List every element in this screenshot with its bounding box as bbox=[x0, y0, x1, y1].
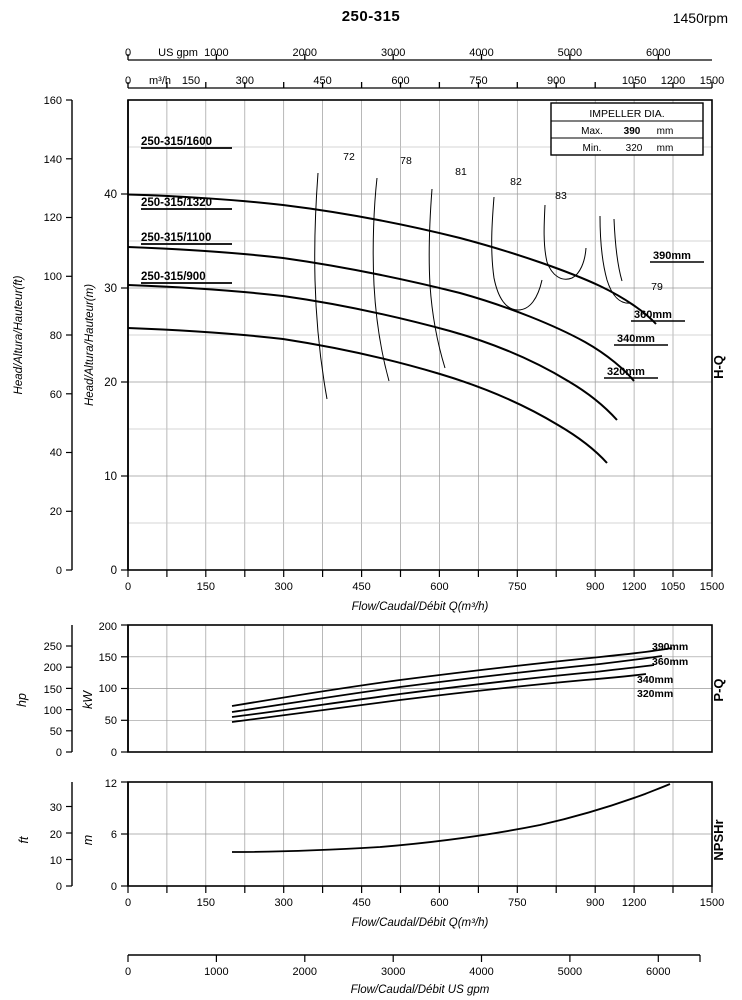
eff-label: 83 bbox=[555, 190, 567, 202]
eff-label: 78 bbox=[400, 155, 412, 167]
pq-kw-axis bbox=[81, 621, 128, 759]
iso-eff-78 bbox=[373, 178, 389, 381]
npsh-panel bbox=[17, 778, 726, 929]
m-tick: 0 bbox=[110, 565, 117, 577]
x-tick: 150 bbox=[196, 897, 215, 909]
x-tick: 600 bbox=[430, 897, 449, 909]
pq-panel bbox=[15, 621, 726, 759]
top-gpm-tick: 1000 bbox=[204, 47, 229, 59]
x-tick: 300 bbox=[274, 581, 293, 593]
ft-tick: 80 bbox=[49, 330, 62, 342]
bottom-gpm-axis bbox=[125, 955, 700, 996]
top-gpm-tick: 4000 bbox=[469, 47, 494, 59]
top-m3h-tick: 300 bbox=[235, 75, 254, 87]
kw-tick: 100 bbox=[98, 683, 117, 695]
x-tick: 900 bbox=[586, 581, 605, 593]
x-tick: 600 bbox=[430, 581, 449, 593]
hq-m-axis bbox=[84, 100, 128, 577]
impeller-max-unit: mm bbox=[656, 126, 674, 137]
iso-eff-83 bbox=[544, 205, 586, 279]
npsh-bottom-axis bbox=[125, 886, 724, 929]
impeller-callout: 340mm bbox=[617, 333, 655, 345]
hp-tick: 150 bbox=[43, 684, 62, 696]
x-tick: 1500 bbox=[699, 897, 725, 909]
gpm-tick: 6000 bbox=[646, 966, 671, 978]
bottom-gpm-axis-label: Flow/Caudal/Débit US gpm bbox=[350, 984, 490, 996]
top-m3h-tick: 900 bbox=[547, 75, 566, 87]
npsh-ft-tick: 20 bbox=[49, 829, 62, 841]
npsh-m-axis-label: m bbox=[81, 834, 95, 846]
model-labels bbox=[141, 136, 232, 283]
x-tick: 900 bbox=[586, 897, 605, 909]
x-tick: 1200 bbox=[621, 897, 647, 909]
hq-bottom-axis bbox=[125, 570, 724, 613]
x-tick: 450 bbox=[352, 897, 371, 909]
pq-kw-axis-label: kW bbox=[81, 690, 95, 710]
top-gpm-tick: 3000 bbox=[380, 47, 406, 59]
impeller-min-label: Min. bbox=[582, 143, 602, 154]
npsh-m-tick: 6 bbox=[110, 829, 117, 841]
x-tick: 1200 bbox=[621, 581, 647, 593]
hq-ft-axis-label: Head/Altura/Hauteur(ft) bbox=[13, 275, 25, 395]
hp-tick: 250 bbox=[43, 641, 62, 653]
x-tick: 1500 bbox=[699, 581, 725, 593]
head-curve-320 bbox=[128, 328, 607, 463]
gpm-tick: 2000 bbox=[292, 966, 318, 978]
npsh-ft-axis-label: ft bbox=[17, 836, 31, 844]
impeller-callout: 390mm bbox=[652, 641, 689, 653]
top-m3h-tick: 1200 bbox=[660, 75, 686, 87]
top-axis-tick-labels bbox=[125, 47, 724, 87]
pq-hp-axis-label: hp bbox=[15, 693, 29, 707]
top-m3h-tick: 0 bbox=[124, 75, 132, 87]
m-tick: 40 bbox=[104, 189, 117, 201]
hq-x-axis-label: Flow/Caudal/Débit Q(m³/h) bbox=[351, 601, 489, 613]
top-gpm-tick: 2000 bbox=[292, 47, 318, 59]
top-m3h-tick: 1500 bbox=[699, 75, 725, 87]
x-tick: 0 bbox=[124, 897, 132, 909]
power-curve-340 bbox=[232, 665, 654, 717]
page-title: 250-315 bbox=[341, 8, 401, 25]
top-m3h-tick: 450 bbox=[313, 75, 332, 87]
gpm-tick: 0 bbox=[124, 966, 132, 978]
top-gpm-unit: US gpm bbox=[158, 47, 198, 59]
npsh-m-tick: 0 bbox=[110, 881, 117, 893]
top-m3h-tick: 600 bbox=[391, 75, 410, 87]
npsh-x-axis-label: Flow/Caudal/Débit Q(m³/h) bbox=[351, 917, 489, 929]
top-m3h-tick: 1050 bbox=[621, 75, 647, 87]
iso-eff-72 bbox=[315, 173, 327, 399]
ft-tick: 160 bbox=[43, 95, 62, 107]
npsh-ft-axis bbox=[17, 782, 72, 893]
m-tick: 30 bbox=[104, 283, 117, 295]
impeller-callout: 320mm bbox=[607, 366, 645, 378]
speed-label: 1450rpm bbox=[672, 10, 728, 26]
head-curve-390 bbox=[128, 195, 656, 325]
m-tick: 20 bbox=[104, 377, 117, 389]
hq-panel-label: H-Q bbox=[711, 355, 726, 379]
ft-tick: 40 bbox=[49, 447, 62, 459]
pq-impeller-callouts bbox=[637, 641, 688, 700]
eff-label: 79 bbox=[651, 281, 663, 293]
hq-ft-axis bbox=[13, 95, 72, 577]
kw-tick: 0 bbox=[110, 747, 117, 759]
m-tick: 10 bbox=[104, 471, 117, 483]
npsh-curve bbox=[232, 784, 670, 852]
gpm-tick: 1000 bbox=[204, 966, 229, 978]
gpm-tick: 3000 bbox=[380, 966, 406, 978]
pq-grid bbox=[128, 625, 712, 752]
ft-tick: 0 bbox=[55, 565, 62, 577]
x-tick: 150 bbox=[196, 581, 215, 593]
impeller-max-label: Max. bbox=[581, 126, 603, 137]
gpm-tick: 4000 bbox=[469, 966, 494, 978]
npsh-panel-label: NPSHr bbox=[711, 819, 726, 861]
ft-tick: 120 bbox=[43, 212, 62, 224]
x-tick: 450 bbox=[352, 581, 371, 593]
top-gpm-tick: 6000 bbox=[646, 47, 671, 59]
kw-tick: 200 bbox=[98, 621, 117, 633]
impeller-callout: 320mm bbox=[637, 688, 674, 700]
npsh-grid bbox=[128, 782, 712, 886]
model-label: 250-315/900 bbox=[141, 271, 206, 283]
gpm-tick: 5000 bbox=[557, 966, 583, 978]
hp-tick: 50 bbox=[49, 726, 62, 738]
impeller-callout: 360mm bbox=[634, 309, 672, 321]
top-gpm-tick: 0 bbox=[124, 47, 132, 59]
head-curve-340 bbox=[128, 285, 617, 420]
model-label: 250-315/1600 bbox=[141, 136, 212, 148]
top-gpm-tick: 5000 bbox=[557, 47, 583, 59]
hp-tick: 200 bbox=[43, 662, 62, 674]
hq-panel bbox=[13, 47, 726, 613]
top-m3h-tick: 750 bbox=[469, 75, 488, 87]
model-label: 250-315/1320 bbox=[141, 197, 212, 209]
x-tick: 750 bbox=[508, 897, 527, 909]
impeller-callout: 360mm bbox=[652, 656, 689, 668]
iso-eff-79b bbox=[614, 219, 622, 281]
impeller-callout: 390mm bbox=[653, 250, 691, 262]
iso-eff-81 bbox=[429, 189, 445, 368]
hp-tick: 100 bbox=[43, 705, 62, 717]
model-label: 250-315/1100 bbox=[141, 232, 212, 244]
power-curve-360 bbox=[232, 656, 662, 712]
impeller-min-value: 320 bbox=[625, 143, 643, 154]
hq-m-axis-label: Head/Altura/Hauteur(m) bbox=[84, 283, 96, 407]
npsh-m-axis bbox=[81, 778, 128, 893]
power-curves bbox=[232, 648, 672, 722]
kw-tick: 50 bbox=[104, 715, 117, 727]
kw-tick: 150 bbox=[98, 652, 117, 664]
ft-tick: 140 bbox=[43, 154, 62, 166]
npsh-m-tick: 12 bbox=[104, 778, 117, 790]
npsh-ft-tick: 10 bbox=[49, 855, 62, 867]
npsh-ft-tick: 30 bbox=[49, 802, 62, 814]
npsh-ft-tick: 0 bbox=[55, 881, 62, 893]
ft-tick: 20 bbox=[49, 506, 62, 518]
ft-tick: 60 bbox=[49, 389, 62, 401]
efficiency-curves bbox=[315, 173, 630, 399]
top-m3h-tick: 150 bbox=[181, 75, 201, 87]
x-tick: 750 bbox=[508, 581, 527, 593]
impeller-min-unit: mm bbox=[656, 143, 674, 154]
impeller-box-heading: IMPELLER DIA. bbox=[589, 108, 665, 120]
impeller-callout: 340mm bbox=[637, 674, 674, 686]
x-tick: 300 bbox=[274, 897, 293, 909]
x-tick: 0 bbox=[124, 581, 132, 593]
eff-label: 72 bbox=[343, 151, 355, 163]
top-m3h-unit: m³/h bbox=[149, 75, 171, 87]
ft-tick: 100 bbox=[43, 271, 62, 283]
eff-label: 82 bbox=[510, 176, 522, 188]
impeller-dia-box bbox=[551, 103, 703, 155]
x-tick: 1050 bbox=[660, 581, 686, 593]
pq-hp-axis bbox=[15, 625, 72, 759]
impeller-max-value: 390 bbox=[623, 126, 641, 137]
hp-tick: 0 bbox=[55, 747, 62, 759]
pq-panel-label: P-Q bbox=[711, 678, 726, 702]
eff-label: 81 bbox=[455, 166, 467, 178]
